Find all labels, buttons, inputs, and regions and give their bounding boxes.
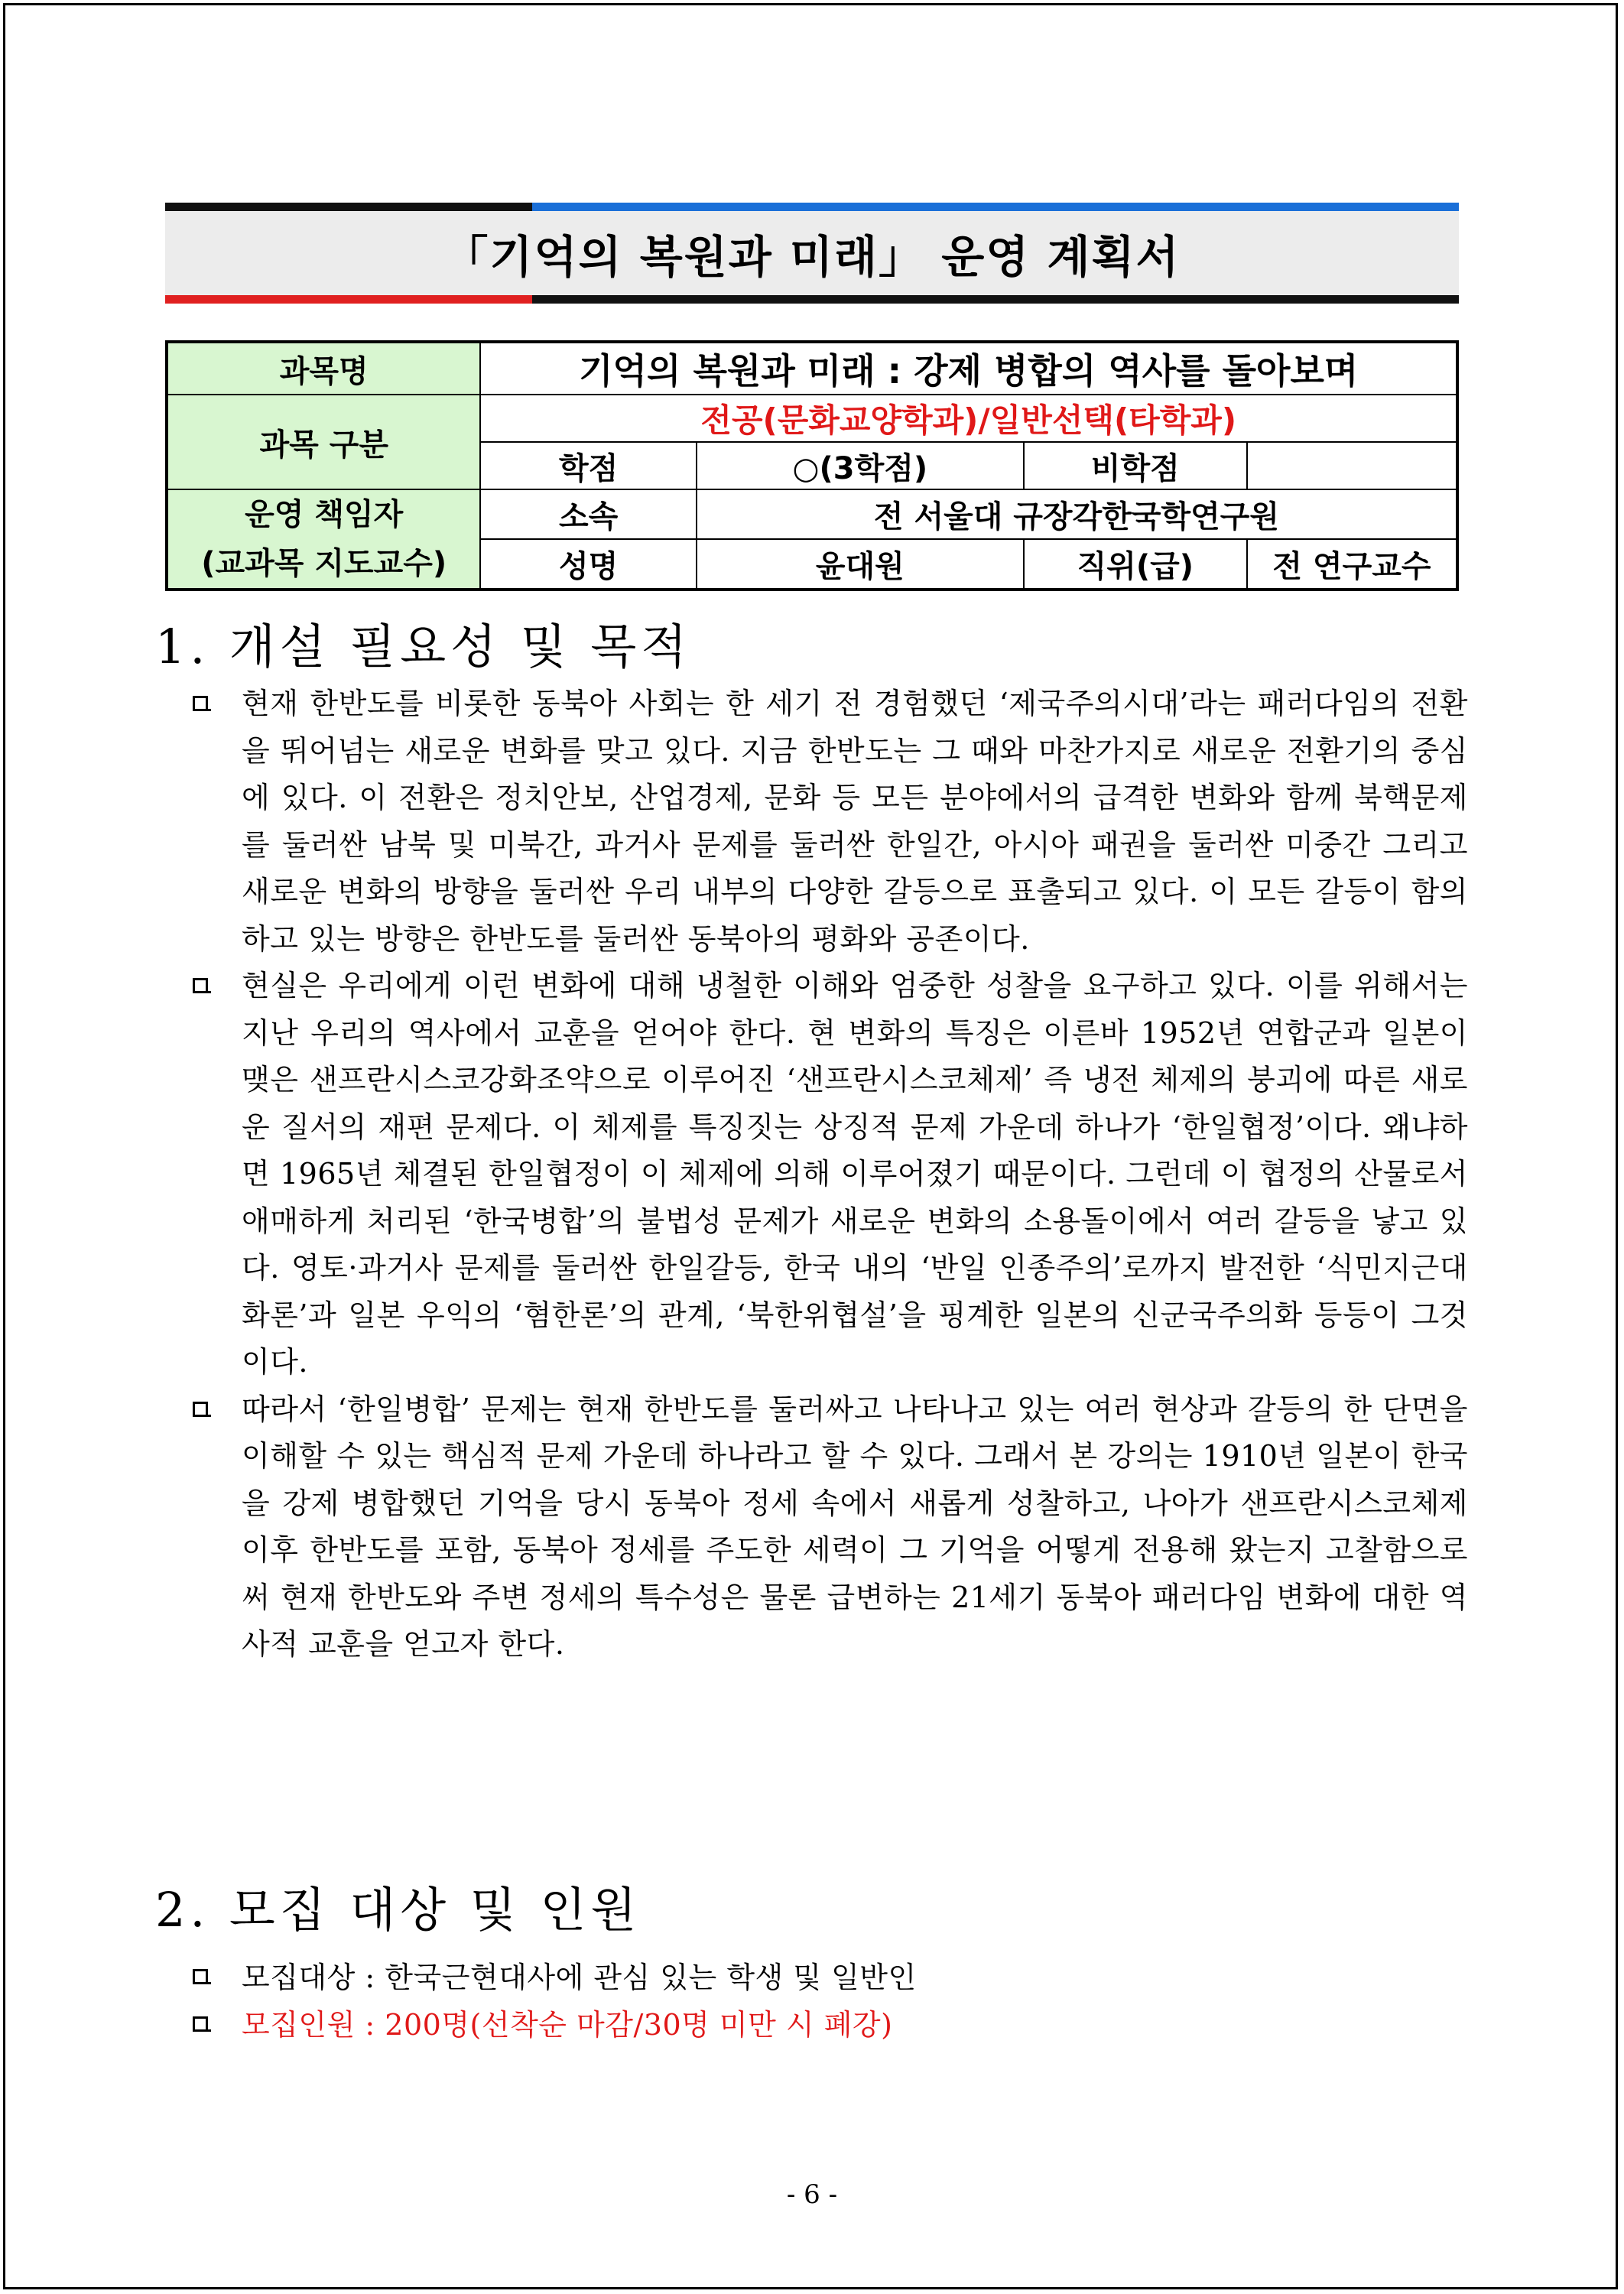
credit-value: ○(3학점) xyxy=(697,442,1024,489)
paragraph-text: 따라서 ‘한일병합’ 문제는 현재 한반도를 둘러싸고 나타나고 있는 여러 현상과 갈등의 한 단면을 이해할 수 있는 핵심적 문제 가운데 하나라고 할 수 있다. 그래서 본 강의는 1910년 일본이 한국을 강제 병합했던 기억을 당시 동북아 정세 속에서 새롭게 성찰하고, 나아가 샌프란시스코체제 이후 한반도를 포함, 동북아 정세를 주도한 세력이 그 기억을 어떻게 전용해 왔는지 고찰함으로써 현재 한반도와 주변 정세의 특수성은 물론 급변하는 21세기 동북아 패러다임 변화에 대한 역사적 교훈을 얻고자 한다. xyxy=(242,1392,1468,1661)
section-2-heading: 2. 모집 대상 및 인원 xyxy=(155,1882,641,1938)
paragraph-text: 현실은 우리에게 이런 변화에 대해 냉철한 이해와 엄중한 성찰을 요구하고 있다. 이를 위해서는 지난 우리의 역사에서 교훈을 얻어야 한다. 현 변화의 특징은 이른바 1952년 연합군과 일본이 맺은 샌프란시스코강화조약으로 이루어진 ‘샌프란시스코체제’ 즉 냉전 체제의 붕괴에 따른 새로운 질서의 재편 문제다. 이 체제를 특징짓는 상징적 문제 가운데 하나가 ‘한일협정’이다. 왜냐하면 1965년 체결된 한일협정이 이 체제에 의해 이루어졌기 때문이다. 그런데 이 협정의 산물로서 애매하게 처리된 ‘한국병합’의 불법성 문제가 새로운 변화의 소용돌이에서 여러 갈등을 낳고 있다. 영토·과거사 문제를 둘러싼 한일갈등, 한국 내의 ‘반일 인종주의’로까지 발전한 ‘식민지근대화론’과 일본 우익의 ‘혐한론’의 관계, ‘북한위협설’을 핑계한 일본의 신군국주의화 등등이 그것이다. xyxy=(242,969,1468,1379)
affiliation-value: 전 서울대 규장각한국학연구원 xyxy=(697,489,1457,539)
manager-label xyxy=(167,489,480,590)
manager-label-line2: (교과목 지도교수) xyxy=(201,546,447,581)
course-name-label: 과목명 xyxy=(167,342,480,395)
name-value: 윤대원 xyxy=(697,539,1024,590)
paragraph-item xyxy=(191,1386,1468,1669)
course-name: 기억의 복원과 미래 : 강제 병합의 역사를 돌아보며 xyxy=(480,342,1457,395)
page-number: - 6 - xyxy=(786,2179,838,2210)
non-credit-value xyxy=(1247,442,1457,489)
paragraph-item xyxy=(191,681,1468,963)
non-credit-label: 비학점 xyxy=(1024,442,1247,489)
checkbox-bullet-icon xyxy=(193,1402,208,1417)
checkbox-bullet-icon xyxy=(193,2016,208,2032)
manager-label-line1: 운영 책임자 xyxy=(245,497,404,532)
recruit-capacity-text: 모집인원 : 200명(선착순 마감/30명 미만 시 폐강) xyxy=(242,2008,893,2042)
banner-bar xyxy=(532,203,1459,211)
banner-bar xyxy=(532,295,1459,304)
banner-bar xyxy=(165,203,532,211)
page-title: 「기억의 복원과 미래」 운영 계획서 xyxy=(165,211,1459,295)
section-1-heading: 1. 개설 필요성 및 목적 xyxy=(155,619,692,674)
section-2-list xyxy=(191,1954,1468,2049)
recruit-capacity xyxy=(191,2001,1468,2049)
position-label: 직위(급) xyxy=(1024,539,1247,590)
title-banner xyxy=(165,203,1459,304)
credit-label: 학점 xyxy=(480,442,696,489)
recruit-target-text: 모집대상 : 한국근현대사에 관심 있는 학생 및 일반인 xyxy=(242,1961,917,1994)
affiliation-label: 소속 xyxy=(480,489,696,539)
banner-bar xyxy=(165,295,532,304)
category-label: 과목 구분 xyxy=(167,395,480,489)
section-1-paragraphs xyxy=(191,681,1468,1669)
paragraph-text: 현재 한반도를 비롯한 동북아 사회는 한 세기 전 경험했던 ‘제국주의시대’라는 패러다임의 전환을 뛰어넘는 새로운 변화를 맞고 있다. 지금 한반도는 그 때와 마찬가지로 새로운 전환기의 중심에 있다. 이 전환은 정치안보, 산업경제, 문화 등 모든 분야에서의 급격한 변화와 함께 북핵문제를 둘러싼 남북 및 미북간, 과거사 문제를 둘러싼 한일간, 아시아 패권을 둘러싼 미중간 그리고 새로운 변화의 방향을 둘러싼 우리 내부의 다양한 갈등으로 표출되고 있다. 이 모든 갈등이 함의하고 있는 방향은 한반도를 둘러싼 동북아의 평화와 공존이다. xyxy=(242,687,1468,956)
category-value: 전공(문화교양학과)/일반선택(타학과) xyxy=(480,395,1457,442)
name-label: 성명 xyxy=(480,539,696,590)
position-value: 전 연구교수 xyxy=(1247,539,1457,590)
checkbox-bullet-icon xyxy=(193,978,208,993)
course-info-table xyxy=(165,340,1459,591)
recruit-target xyxy=(191,1954,1468,2001)
paragraph-item xyxy=(191,963,1468,1386)
checkbox-bullet-icon xyxy=(193,1969,208,1984)
checkbox-bullet-icon xyxy=(193,696,208,711)
